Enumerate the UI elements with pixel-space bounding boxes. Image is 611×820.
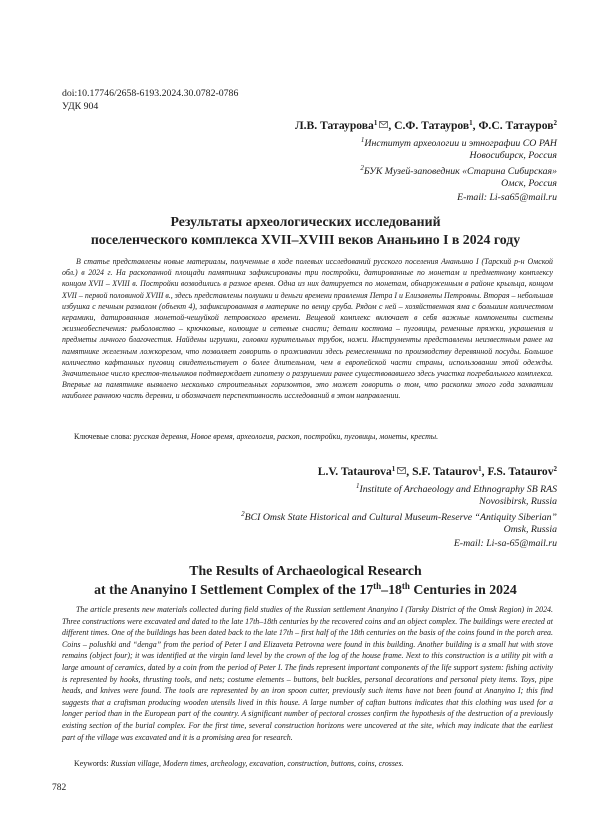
ru-keywords [74, 433, 438, 441]
page-number: 782 [52, 783, 67, 793]
doi: doi:10.17746/2658-6193.2024.30.0782-0786 [62, 88, 239, 99]
author-sep: , [406, 465, 413, 478]
ru-authors [295, 120, 557, 132]
affiliation-text: Institute of Archaeology and Ethnography SB RAS [359, 484, 557, 495]
affiliation-sup: 2 [241, 510, 245, 518]
en-title-line-1: The Results of Archaeological Research [189, 563, 422, 578]
en-affiliation-city-1: Novosibirsk, Russia [479, 496, 557, 507]
affiliation-text: Институт археологии и этнографии СО РАН [364, 138, 557, 149]
title-part: at the Ananyino I Settlement Complex of the 17 [94, 582, 374, 597]
udk-code: УДК 904 [62, 101, 99, 112]
title-part: –18 [381, 582, 402, 597]
author-sup: 1 [469, 119, 473, 127]
en-affiliation-1 [356, 483, 557, 495]
ru-title-line-2: поселенческого комплекса XVII–XVIII веков Ананьино I в 2024 году [90, 232, 521, 247]
affiliation-sup: 1 [360, 136, 365, 144]
ru-affiliation-city-2: Омск, Россия [501, 178, 557, 189]
author-name: S.F. Tataurov [412, 465, 479, 478]
affiliation-text: BCI Omsk State Historical and Cultural Museum-Reserve “Antiquity Siberian” [244, 512, 557, 523]
en-affiliation-city-2: Omsk, Russia [503, 524, 557, 535]
en-affiliation-2 [241, 511, 557, 523]
envelope-icon [397, 467, 406, 476]
author-sup: 1 [391, 465, 396, 473]
author-sep: , [388, 119, 395, 132]
en-authors [318, 466, 557, 478]
en-title-line-2 [0, 582, 611, 597]
author-name: Л.В. Татаурова [294, 119, 374, 132]
author-name: F.S. Tataurov [487, 465, 554, 478]
affiliation-sup: 1 [355, 482, 360, 490]
ru-title-line-1: Результаты археологических исследований [170, 214, 441, 229]
title-part: Centuries in 2024 [409, 582, 517, 597]
author-sep: , [481, 465, 488, 478]
keywords-label: Ключевые слова: [74, 432, 132, 441]
author-name: С.Ф. Татауров [394, 119, 470, 132]
en-email: E-mail: Li-sa-65@mail.ru [453, 538, 557, 549]
ru-affiliation-city-1: Новосибирск, Россия [469, 150, 557, 161]
author-sup: 2 [553, 465, 557, 473]
ru-affiliation-2 [360, 165, 557, 177]
affiliation-sup: 2 [360, 164, 364, 172]
en-abstract: The article presents new materials collected during field studies of the Russian settlement Ananyino I (Tarsky District of the Omsk Region) in 2024. Three constructions were excavated and dated to the late 17th–18th centuries by the recovered coins and an object complex. The buildings were erected at different times. One of the buildings has been dated back to the late 17th – first half of the 18th centuries on the basis of the coins found in the porch area. Coins – polushki and “denga” from the period of Peter I and Elizaveta Petrovna were found in this building. Another building is a small hut with stove remains (object four); it was identified at the virgin land level by the crown of the log of the house frame. Next to this construction is a utility pit with a large amount of ceramics, dated by a coin from the period of Peter I. The finds represent important components of the life support system: fishing activity is represented by hooks, thrusting tools, and nets; costume elements – buttons, belt buckles, personal decorations and personal piety items. Toys, pipe heads, and knives were found. The tools are represented by an iron spoon cutter, previously such items have not been found at Ananyino I; this find suggests that a craftsman producing wooden utensils lived in this house. A large number of caftan buttons indicates that this clothing was used for a longer period than in the European part of the country. A significant number of pectoral crosses confirm the hypothesis of the destruction of a previously existing section of the burial complex. For the first time, several construction horizons were uncovered at the site, which may indicate that the earliest part of the village was excavated and it is a promising area for research. [62, 605, 553, 742]
author-sup: 2 [553, 119, 557, 127]
en-keywords [74, 760, 403, 768]
keywords-text: русская деревня, Новое время, археология, раскоп, постройки, пуговицы, монеты, кресты. [133, 432, 439, 441]
ru-abstract: В статье представлены новые материалы, полученные в ходе полевых исследований русского поселения Ананьино I (Тарский р-н Омской обл.) в 2024 г. На раскопанной площади памятника зафиксированы три постройки, датированные по монетам и предметному комплексу концом XVII – XVIII в. Постройки возводились в разное время. Одна из них датируется по монетам, обнаруженным в районе крыльца, концом XVII – первой половиной XVIII в., здесь представлены полушки и деньги времени правления Петра I и Елизаветы Петровны. Вторая – небольшая избушка с печным развалом (объект 4), зафиксированная в материке по венцу сруба. Рядом с ней – хозяйственная яма с большим количеством керамики, датированная монетой-чешуйкой петровского времени. Вещевой комплекс включает в себя важные компоненты системы жизнеобеспечения: рыболовство – крючковые, колющие и сетевые снасти; детали костюма – пуговицы, ременные пряжки, украшения и предметы личного благочестия. Найдены игрушки, головки курительных трубок, ножи. Инструменты представлены неизвестным ранее на памятнике железным ложкорезом, что позволяет говорить о проживании здесь ремесленника по производству деревянной посуды. Большое количество кафтанных пуговиц свидетельствует о более длительном, чем в европейской части страны, использовании этой одежды. Значительное число крестов-тельников подтверждает гипотезу о разрушении ранее существовавшего здесь участка погребального комплекса. Впервые на памятнике выявлено несколько строительных горизонтов, это может говорить о том, что раскопки этого года захватили наиболее раннюю часть деревни, и обозначает перспективность исследований в этом направлении. [62, 257, 553, 401]
ru-email: E-mail: Li-sa65@mail.ru [457, 192, 557, 203]
title-sup: th [373, 581, 382, 591]
title-sup: th [401, 581, 410, 591]
affiliation-text: БУК Музей-заповедник «Старина Сибирская» [363, 166, 557, 177]
author-sep: , [472, 119, 479, 132]
ru-affiliation-1 [361, 137, 557, 149]
author-sup: 1 [478, 465, 482, 473]
keywords-text: Russian village, Modern times, archeology, excavation, construction, buttons, coins, crosses. [110, 759, 404, 768]
author-name: Ф.С. Татауров [478, 119, 554, 132]
envelope-icon [379, 121, 388, 130]
keywords-label: Keywords: [74, 759, 109, 768]
author-sup: 1 [373, 119, 378, 127]
author-name: L.V. Tataurova [317, 465, 392, 478]
